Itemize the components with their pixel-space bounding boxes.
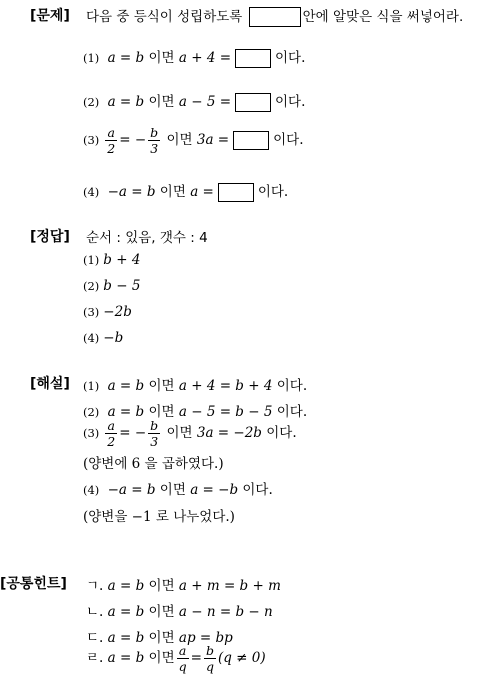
ending: 이다.: [273, 132, 304, 148]
explanation-line-4: (4) −a = b 이면 a = −b 이다.: [83, 482, 273, 498]
condition: a = b: [107, 94, 145, 110]
explanation-line-3: (3) $\frac{a}{2}$ = − $\frac{b}{3}$ 이면 3a = −2b 이다.: [83, 418, 297, 449]
answer-item-3: (3) −2b: [83, 304, 132, 320]
connector: 이면: [148, 50, 175, 66]
problem-item-1: [83, 46, 305, 68]
answer-box: [235, 93, 271, 112]
item-number: (1): [83, 51, 100, 65]
hint-label: ㄱ.: [86, 578, 104, 594]
explanation-note-3: (양변에 6 을 곱하였다.): [83, 456, 224, 472]
expression: a =: [190, 184, 214, 200]
answer-item-2: (2) b − 5: [83, 278, 141, 294]
blank-box: [249, 7, 301, 27]
item-number: (3): [83, 133, 100, 147]
ending: 이다.: [275, 50, 306, 66]
answer-tag: [정답]: [30, 229, 70, 245]
problem-intro-post: 안에 알맞은 식을 써넣어라.: [302, 9, 464, 25]
expression: 3a =: [196, 132, 230, 148]
hint-label: ㄷ.: [86, 630, 104, 646]
hint-item-3: ㄷ. a = b 이면 ap = bp: [86, 630, 233, 646]
item-number: (4): [83, 185, 100, 199]
problem-tag: [문제]: [30, 8, 70, 24]
item-number: (2): [83, 95, 100, 109]
fraction: $\frac{b}{q}$: [205, 643, 214, 674]
ending: 이다.: [257, 184, 289, 200]
hint-item-4: ㄹ. a = b 이면 $\frac{a}{q}$ = $\frac{b}{q}$ (q ≠ 0): [86, 643, 266, 674]
connector: 이면: [159, 184, 186, 200]
fraction: $\frac{b}{3}$: [150, 125, 159, 156]
problem-intro-pre: 다음 중 등식이 성립하도록: [86, 9, 243, 25]
fraction: $\frac{a}{2}$: [107, 418, 116, 449]
answer-value: b − 5: [103, 278, 141, 294]
explanation-line-2: (2) a = b 이면 a − 5 = b − 5 이다.: [83, 404, 308, 420]
fraction: $\frac{a}{2}$: [107, 125, 116, 156]
answer-box: [233, 131, 269, 150]
hint-label: ㄹ.: [86, 650, 104, 666]
problem-item-3: [83, 125, 304, 156]
problem-item-4: [83, 180, 288, 202]
explanation-tag: [해설]: [30, 376, 70, 392]
problem-intro: [86, 5, 463, 27]
condition: −a = b: [107, 184, 156, 200]
expression: a − 5 =: [178, 94, 232, 110]
answer-box: [235, 49, 271, 68]
problem-item-2: [83, 90, 305, 112]
hint-item-2: ㄴ. a = b 이면 a − n = b − n: [86, 604, 273, 620]
hint-label: ㄴ.: [86, 604, 104, 620]
answer-order-line: 순서 : 있음, 갯수 : 4: [86, 230, 208, 246]
fraction: $\frac{a}{q}$: [178, 643, 187, 674]
connector: 이면: [148, 94, 175, 110]
hint-tag: [공통힌트]: [0, 576, 67, 592]
answer-item-1: (1) b + 4: [83, 252, 141, 268]
equals-sign: = −: [119, 132, 147, 148]
explanation-note-4: (양변을 −1 로 나누었다.): [83, 509, 235, 525]
condition: a = b: [107, 50, 145, 66]
answer-value: −b: [103, 330, 124, 346]
answer-value: −2b: [103, 304, 132, 320]
fraction: $\frac{b}{3}$: [150, 418, 159, 449]
hint-item-1: ㄱ. a = b 이면 a + m = b + m: [86, 578, 281, 594]
expression: a + 4 =: [178, 50, 232, 66]
answer-box: [218, 183, 254, 202]
answer-item-4: (4) −b: [83, 330, 124, 346]
explanation-line-1: (1) a = b 이면 a + 4 = b + 4 이다.: [83, 378, 308, 394]
connector: 이면: [166, 132, 193, 148]
answer-value: b + 4: [103, 252, 141, 268]
ending: 이다.: [275, 94, 306, 110]
